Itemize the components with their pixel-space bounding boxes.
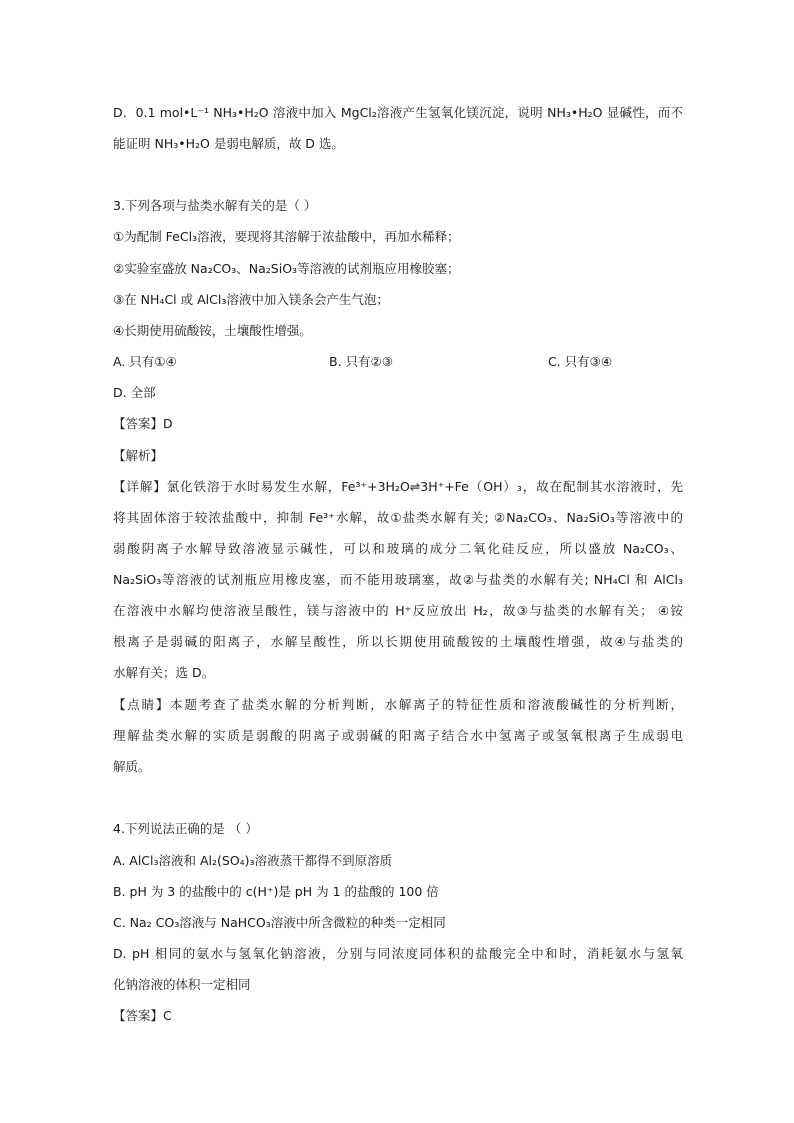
q4-stem: 4.下列说法正确的是 （ ） (113, 821, 258, 836)
q3-detail-line-1: 【详解】氯化铁溶于水时易发生水解，Fe³⁺+3H₂O⇌3H⁺+Fe（OH）₃，故在配制其水溶液时，先 (113, 479, 683, 494)
q3-option-a: A. 只有①④ (113, 354, 177, 369)
q3-statement-3: ③在 NH₄Cl 或 AlCl₃溶液中加入镁条会产生气泡； (113, 292, 389, 307)
q3-answer: 【答案】D (113, 416, 173, 431)
q2-option-d-line-1: D．0.1 mol•L⁻¹ NH₃•H₂O 溶液中加入 MgCl₂溶液产生氢氧化镁沉淀，说明 NH₃•H₂O 显碱性，而不 (113, 105, 683, 120)
q3-option-d: D. 全部 (113, 385, 156, 400)
q3-detail-line-2: 将其固体溶于较浓盐酸中，抑制 Fe³⁺水解，故①盐类水解有关; ②Na₂CO₃、Na₂SiO₃等溶液中的 (113, 510, 683, 525)
q3-option-b: B. 只有②③ (329, 354, 393, 369)
q4-option-a: A. AlCl₃溶液和 Al₂(SO₄)₃溶液蒸干都得不到原溶质 (113, 853, 393, 868)
q3-detail-line-5: 在溶液中水解均使溶液呈酸性，镁与溶液中的 H⁺反应放出 H₂，故③与盐类的水解有关； ④铵 (113, 603, 683, 618)
q3-analysis-heading: 【解析】 (113, 448, 164, 463)
q3-statement-4: ④长期使用硫酸铵，土壤酸性增强。 (113, 323, 312, 338)
q4-option-b: B. pH 为 3 的盐酸中的 c(H⁺)是 pH 为 1 的盐酸的 100 倍 (113, 884, 439, 899)
q3-option-c: C. 只有③④ (548, 354, 613, 369)
q4-option-d-line-2: 化钠溶液的体积一定相同 (113, 977, 251, 992)
q3-statement-1: ①为配制 FeCl₃溶液，要现将其溶解于浓盐酸中，再加水稀释； (113, 229, 460, 244)
q4-option-c: C. Na₂ CO₃溶液与 NaHCO₃溶液中所含微粒的种类一定相同 (113, 915, 446, 930)
q4-answer: 【答案】C (113, 1008, 172, 1023)
q4-option-d-line-1: D. pH 相同的氨水与氢氧化钠溶液，分别与同浓度同体积的盐酸完全中和时，消耗氨水与氢氧 (113, 946, 683, 961)
q3-detail-line-4: Na₂SiO₃等溶液的试剂瓶应用橡皮塞，而不能用玻璃塞，故②与盐类的水解有关; NH₄Cl 和 AlCl₃ (113, 572, 683, 587)
q3-note-line-3: 解质。 (113, 759, 151, 774)
q3-stem: 3.下列各项与盐类水解有关的是（ ） (113, 198, 317, 213)
q3-note-line-1: 【点睛】本题考查了盐类水解的分析判断，水解离子的特征性质和溶液酸碱性的分析判断， (113, 697, 683, 712)
q3-detail-line-3: 弱酸阴离子水解导致溶液显示碱性，可以和玻璃的成分二氧化硅反应，所以盛放 Na₂CO₃、 (113, 541, 683, 556)
q3-statement-2: ②实验室盛放 Na₂CO₃、Na₂SiO₃等溶液的试剂瓶应用橡胶塞； (113, 261, 460, 276)
q3-detail-line-6: 根离子是弱碱的阳离子，水解呈酸性，所以长期使用硫酸铵的土壤酸性增强，故④与盐类的 (113, 634, 683, 649)
q3-note-line-2: 理解盐类水解的实质是弱酸的阴离子或弱碱的阳离子结合水中氢离子或氢氧根离子生成弱电 (113, 728, 683, 743)
q3-detail-line-7: 水解有关；选 D。 (113, 665, 215, 680)
q2-option-d-line-2: 能证明 NH₃•H₂O 是弱电解质，故 D 选。 (113, 136, 344, 151)
